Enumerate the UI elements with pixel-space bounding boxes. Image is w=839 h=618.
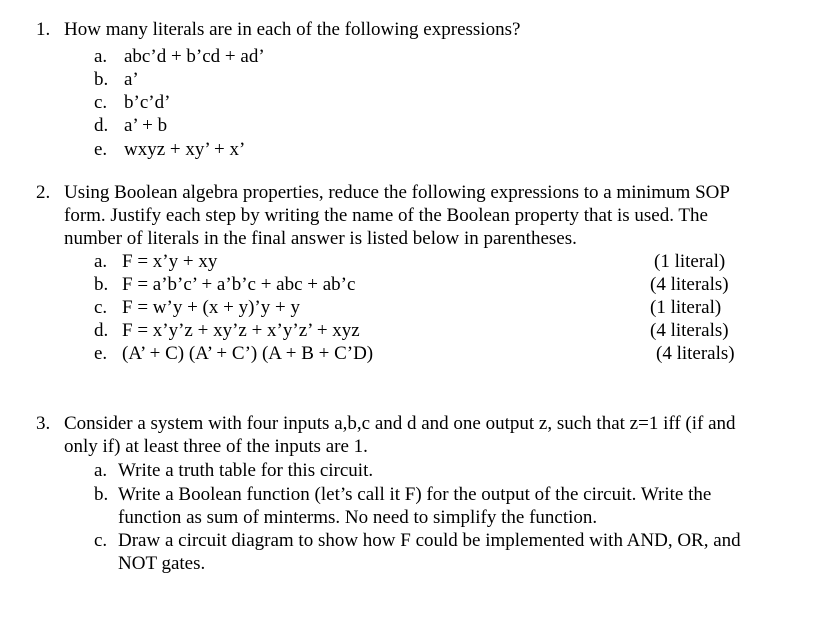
item-letter: a. [94, 46, 108, 67]
item-text-line: Draw a circuit diagram to show how F could be implemented with AND, OR, and [118, 530, 741, 551]
item-letter: b. [94, 484, 109, 505]
expression: F = x’y’z + xy’z + x’y’z’ + xyz [122, 320, 360, 341]
question-text: How many literals are in each of the following expressions? [64, 19, 521, 40]
question-text-line: Using Boolean algebra properties, reduce the following expressions to a minimum SOP [64, 182, 730, 203]
expression: wxyz + xy’ + x’ [124, 139, 246, 160]
question-text-line: Consider a system with four inputs a,b,c and d and one output z, such that z=1 iff (if and [64, 413, 736, 434]
expression: F = x’y + xy [122, 251, 218, 272]
literal-count: (4 literals) [656, 343, 735, 364]
question-text-line: only if) at least three of the inputs are 1. [64, 436, 368, 457]
item-letter: b. [94, 274, 109, 295]
expression: F = w’y + (x + y)’y + y [122, 297, 300, 318]
item-letter: d. [94, 115, 109, 136]
item-letter: c. [94, 297, 108, 318]
item-letter: b. [94, 69, 109, 90]
item-letter: c. [94, 92, 108, 113]
question-number: 1. [36, 19, 51, 40]
item-letter: a. [94, 251, 108, 272]
expression: F = a’b’c’ + a’b’c + abc + ab’c [122, 274, 356, 295]
literal-count: (4 literals) [650, 274, 729, 295]
question-text-line: number of literals in the final answer is listed below in parentheses. [64, 228, 577, 249]
literal-count: (1 literal) [654, 251, 726, 272]
literal-count: (4 literals) [650, 320, 729, 341]
expression: (A’ + C) (A’ + C’) (A + B + C’D) [122, 343, 374, 364]
literal-count: (1 literal) [650, 297, 722, 318]
item-letter: c. [94, 530, 108, 551]
question-number: 3. [36, 413, 51, 434]
item-letter: e. [94, 139, 108, 160]
item-text-line: Write a Boolean function (let’s call it F) for the output of the circuit. Write the [118, 484, 712, 505]
item-text-line: function as sum of minterms. No need to simplify the function. [118, 507, 598, 528]
item-text-line: NOT gates. [118, 553, 206, 574]
item-letter: a. [94, 460, 108, 481]
item-letter: e. [94, 343, 108, 364]
expression: abc’d + b’cd + ad’ [124, 46, 265, 67]
question-text-line: form. Justify each step by writing the name of the Boolean property that is used. The [64, 205, 708, 226]
question-number: 2. [36, 182, 51, 203]
expression: b’c’d’ [124, 92, 171, 113]
item-text-line: Write a truth table for this circuit. [118, 460, 374, 481]
item-letter: d. [94, 320, 109, 341]
expression: a’ [124, 69, 139, 90]
expression: a’ + b [124, 115, 168, 136]
